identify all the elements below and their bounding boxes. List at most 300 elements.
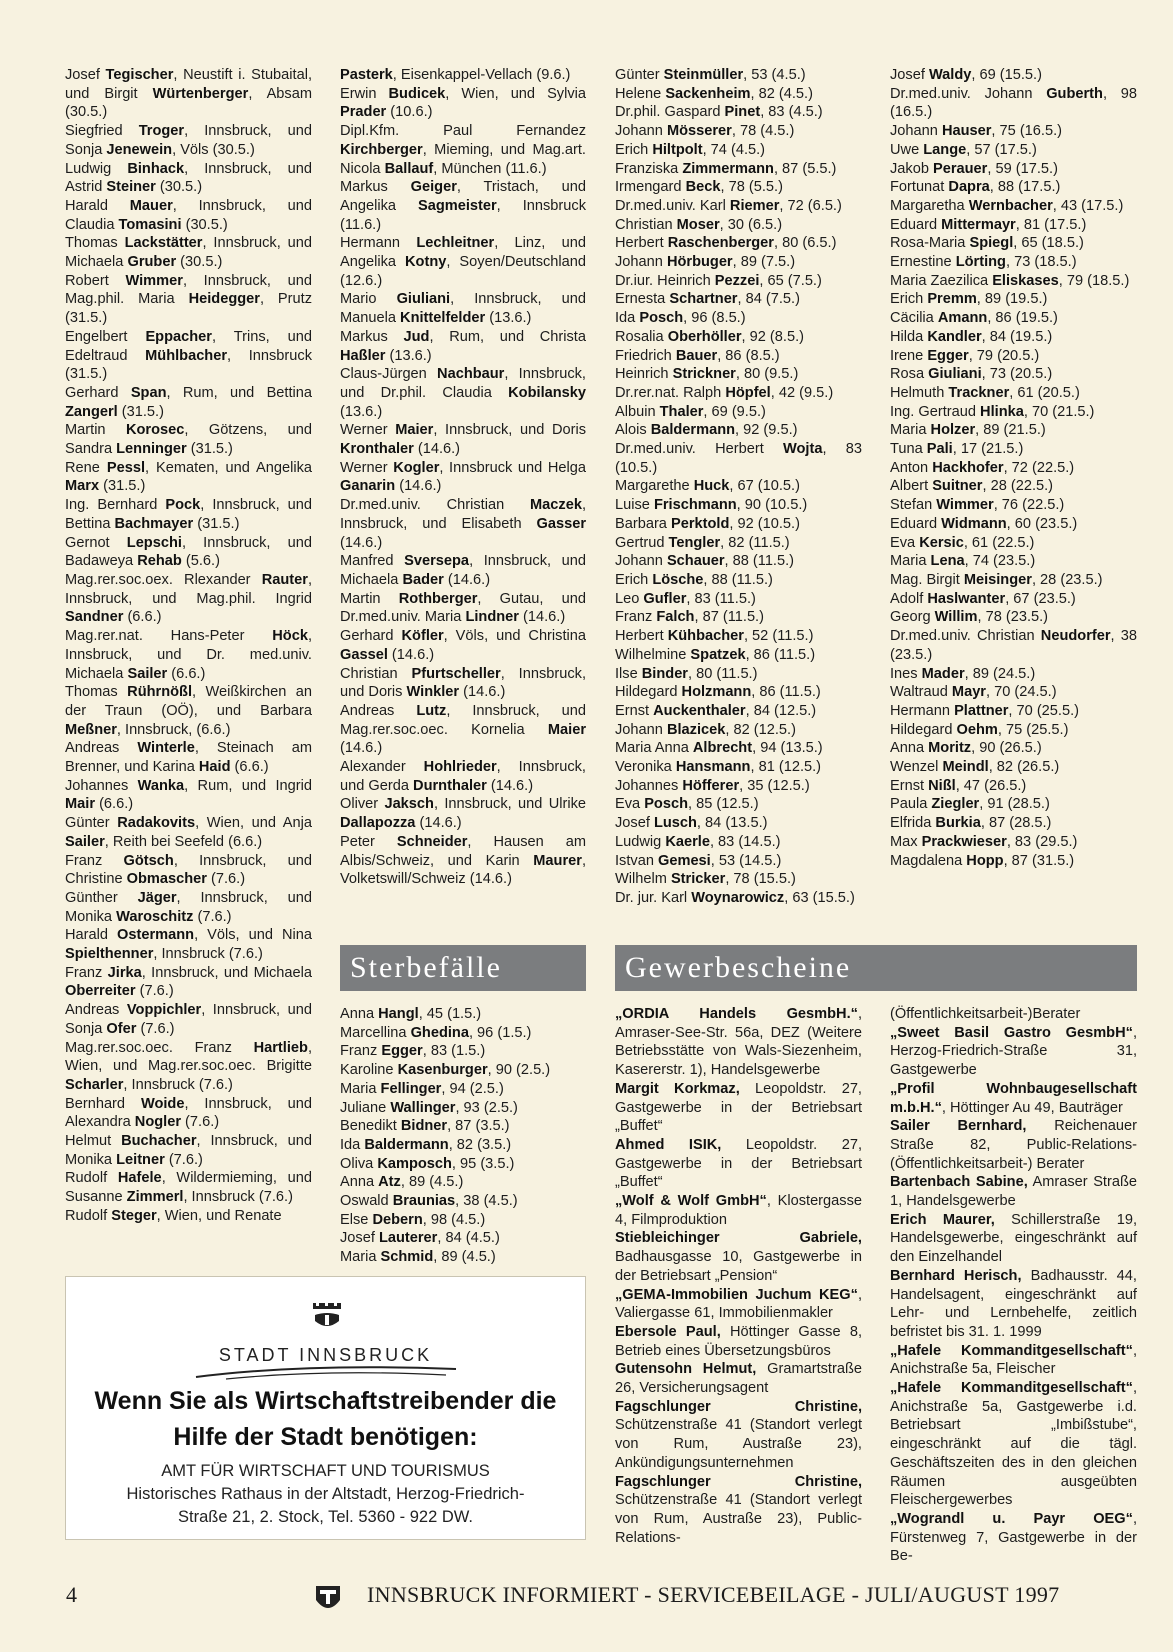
- entry-name-bold: Hackhofer: [932, 459, 1004, 476]
- list-entry: [890, 85, 1137, 122]
- entry-name-bold: Kamposch: [377, 1155, 452, 1172]
- ad-headline: Wenn Sie als Wirtschaftstreibender die Hilfe der Stadt benötigen:: [94, 1387, 557, 1451]
- entry-text: , Innsbruck (7.6.): [183, 1189, 293, 1206]
- entry-name-bold: Maier: [547, 721, 586, 738]
- entry-text: , 82 (11.5.): [720, 534, 790, 551]
- entry-text: , Innsbruck, und Sonja: [65, 123, 312, 158]
- list-entry: [340, 1211, 586, 1230]
- entry-text: , 70 (24.5.): [986, 684, 1057, 701]
- entry-name-bold: Würtenberger: [152, 85, 249, 102]
- entry-text: , Innsbruck, (6.6.): [116, 721, 231, 738]
- entry-text: Mag.rer.soc.oex. Rlexander: [65, 571, 262, 588]
- entry-text: , 73 (20.5.): [981, 366, 1053, 383]
- entry-name-bold: Obmascher: [126, 871, 207, 888]
- entry-text: , 69 (9.5.): [703, 403, 766, 420]
- entry-text: Badhausstr. 44, Handelsagent, eingeschränkt auf Lehr- und Lernbehelfe, zeitlich befristet bis 31. 1. 1999: [890, 1267, 1137, 1340]
- entry-text: Karoline: [340, 1062, 398, 1079]
- list-entry: [615, 216, 862, 235]
- list-entry: [340, 178, 586, 234]
- entry-text: , Linz, und Angelika: [340, 235, 587, 271]
- list-entry: [615, 814, 862, 833]
- entry-name-bold: Ganarin: [340, 478, 396, 495]
- entry-text: Leo: [615, 590, 644, 607]
- entry-text: Alois: [615, 422, 651, 439]
- entry-name-bold: Knittelfelder: [400, 310, 486, 327]
- entry-name-bold: Willim: [934, 609, 978, 626]
- entry-name-bold: Geiger: [410, 179, 457, 196]
- entry-text: (13.6.): [485, 310, 532, 327]
- entry-text: , 89 (4.5.): [433, 1249, 496, 1266]
- list-entry: [890, 477, 1137, 496]
- list-entry: [890, 440, 1137, 459]
- entry-text: , 86 (19.5.): [987, 310, 1058, 327]
- entry-text: , 87 (31.5.): [1003, 852, 1075, 869]
- list-entry: [615, 440, 862, 477]
- entry-name-bold: Hörbuger: [666, 254, 733, 271]
- entry-name-bold: Pali: [926, 441, 953, 458]
- list-entry: [615, 758, 862, 777]
- list-entry: [340, 1155, 586, 1174]
- entry-text: , Innsbruck, und Doris: [433, 422, 587, 439]
- entry-text: , 70 (21.5.): [1023, 403, 1095, 420]
- entry-name-bold: Eppacher: [145, 328, 212, 345]
- entry-text: , 83 (4.5.): [760, 104, 823, 121]
- entry-text: , 84 (7.5.): [737, 291, 800, 308]
- entry-name-bold: Rehab: [137, 553, 182, 570]
- list-entry: [890, 290, 1137, 309]
- entry-name-bold: Jaksch: [384, 796, 434, 813]
- entry-text: , Rum, und Ingrid: [184, 777, 312, 794]
- city-crest-icon: [313, 1582, 343, 1616]
- entry-name-bold: Frischmann: [653, 497, 737, 514]
- entry-text: , 80 (11.5.): [687, 665, 758, 682]
- entry-text: , Trins, und Edeltraud: [65, 328, 312, 364]
- entry-name-bold: Meisinger: [963, 571, 1032, 588]
- entry-text: Dr.med.univ. Johann: [890, 85, 1047, 102]
- entry-name-bold: Giuliani: [928, 366, 982, 383]
- entry-name-bold: Wojta: [783, 441, 823, 458]
- entry-text: , 28 (23.5.): [1031, 571, 1103, 588]
- entry-text: , 53 (4.5.): [743, 67, 806, 83]
- list-entry: [615, 178, 862, 197]
- entry-text: , Innsbruck, und Michaela: [141, 964, 312, 981]
- entry-text: , 78 (4.5.): [731, 123, 795, 140]
- list-entry: [65, 683, 312, 739]
- entry-text: Adolf: [890, 590, 928, 607]
- list-entry: [65, 1207, 312, 1226]
- entry-text: , 42 (9.5.): [770, 384, 834, 401]
- list-entry: [890, 1173, 1137, 1210]
- list-entry: [65, 1001, 312, 1038]
- list-entry: [615, 477, 862, 496]
- entry-text: Wenzel: [890, 759, 943, 776]
- entry-name-bold: Tomasini: [118, 216, 182, 233]
- list-entry: [65, 814, 312, 851]
- entry-text: , Innsbruck (11.6.): [340, 197, 586, 233]
- list-entry: [65, 571, 312, 627]
- entry-text: Gerhard: [65, 384, 131, 401]
- entry-name-bold: Hohlrieder: [423, 759, 497, 776]
- entry-text: , 90 (2.5.): [487, 1062, 551, 1079]
- entry-name-bold: Nogler: [134, 1114, 181, 1131]
- list-entry: [890, 160, 1137, 179]
- list-entry: [890, 347, 1137, 366]
- entry-name-bold: Bidner: [400, 1118, 448, 1135]
- entry-text: Hildegard: [615, 684, 682, 701]
- entry-text: , Wien, und Renate: [156, 1207, 282, 1224]
- entry-text: Martin: [65, 422, 126, 439]
- entry-name-bold: Spatzek: [690, 646, 746, 663]
- entry-text: , 38 (4.5.): [455, 1193, 518, 1210]
- entry-name-bold: Bachmayer: [114, 515, 194, 532]
- entry-name-bold: Waroschitz: [116, 908, 194, 925]
- entry-name-bold: Eliskases: [992, 272, 1059, 289]
- list-entry: [615, 627, 862, 646]
- entry-name-bold: Mösserer: [666, 123, 732, 140]
- entry-name-bold: Perktold: [670, 515, 730, 532]
- entry-text: Thomas: [65, 684, 128, 701]
- entry-text: Hermann: [340, 235, 417, 252]
- entry-name-bold: Hauser: [941, 123, 992, 140]
- list-entry: [615, 702, 862, 721]
- entry-name-bold: Mader: [921, 665, 965, 682]
- list-entry: [65, 926, 312, 963]
- entry-name-bold: Lepschi: [126, 534, 182, 551]
- entry-text: , 92 (10.5.): [729, 515, 800, 532]
- entry-text: , Götzens, und Sandra: [65, 422, 312, 458]
- entry-name-bold: Lörting: [955, 254, 1006, 271]
- entry-name-bold: Atz: [378, 1174, 401, 1191]
- list-entry: [615, 646, 862, 665]
- entry-text: , Neustift i. Stubaital, und Birgit: [65, 67, 312, 102]
- list-entry: [890, 590, 1137, 609]
- entry-name-bold: Sailer: [65, 833, 105, 850]
- entry-name-bold: Baldermann: [650, 422, 736, 439]
- entry-text: , 38 (23.5.): [890, 628, 1138, 663]
- entry-text: Werner: [340, 422, 396, 439]
- swoosh-icon: [186, 1359, 466, 1383]
- entry-text: Mario: [340, 291, 397, 308]
- entry-text: , 78 (15.5.): [725, 871, 796, 888]
- list-entry: [340, 1080, 586, 1099]
- list-entry: [890, 459, 1137, 478]
- list-entry: [890, 665, 1137, 684]
- entry-text: Tuna: [890, 441, 927, 458]
- list-entry: [615, 309, 862, 328]
- entry-text: , Innsbruck, und Elisabeth: [340, 497, 586, 532]
- list-entry: [890, 1117, 1137, 1173]
- entry-text: Luise: [615, 497, 654, 514]
- entry-text: Andreas: [65, 740, 138, 757]
- entry-text: Heinrich: [615, 366, 673, 383]
- entry-text: , 65 (7.5.): [759, 272, 822, 289]
- list-entry: [890, 534, 1137, 553]
- entry-name-bold: Dapra: [948, 179, 990, 196]
- entry-text: Christian: [340, 665, 412, 682]
- entry-text: (13.6.): [385, 347, 432, 364]
- entry-text: Peter: [340, 833, 397, 850]
- entry-name-bold: Sagmeister: [417, 197, 497, 214]
- entry-name-bold: Stricker: [670, 871, 726, 888]
- entry-name-bold: Winkler: [406, 684, 460, 701]
- entry-text: , 84 (13.5.): [696, 815, 768, 832]
- entry-text: (14.6.): [459, 684, 506, 701]
- entry-name-bold: Posch: [639, 310, 684, 327]
- entry-name-bold: Suitner: [932, 478, 983, 495]
- list-entry: [615, 777, 862, 796]
- entry-name-bold: Rührnößl: [127, 684, 193, 701]
- list-entry: [65, 66, 312, 122]
- entry-text: Eva: [890, 534, 920, 551]
- entry-text: (31.5.): [193, 515, 240, 532]
- entry-name-bold: Dallapozza: [340, 815, 416, 832]
- entry-name-bold: Pessl: [106, 459, 146, 476]
- entry-text: , 67 (23.5.): [1005, 590, 1076, 607]
- entry-name-bold: „Hafele Kommanditgesellschaft“: [890, 1380, 1133, 1397]
- list-entry: [615, 85, 862, 104]
- entry-text: (5.6.): [181, 553, 220, 570]
- list-entry: [340, 1099, 586, 1118]
- entry-text: , 86 (11.5.): [751, 684, 821, 701]
- entry-text: Erich: [890, 291, 928, 308]
- entry-text: , 90 (10.5.): [736, 497, 808, 514]
- entry-text: (7.6.): [136, 1020, 175, 1037]
- list-entry: [615, 1136, 862, 1192]
- entry-name-bold: Zimmermann: [682, 160, 774, 177]
- entry-name-bold: Steinmüller: [663, 67, 744, 83]
- entry-text: , Völs (30.5.): [172, 141, 255, 158]
- entry-text: , 94 (2.5.): [441, 1080, 504, 1097]
- entry-name-bold: Lösche: [652, 571, 704, 588]
- list-entry: [65, 328, 312, 384]
- entry-text: , 90 (26.5.): [971, 740, 1042, 757]
- list-entry: [615, 833, 862, 852]
- entry-text: , 72 (6.5.): [779, 197, 842, 214]
- entry-text: Maria Zaezilica: [890, 272, 993, 289]
- entry-text: , Anichstraße 5a, Fleischer: [890, 1342, 1137, 1378]
- entry-text: , Innsbruck, und Badaweya: [65, 534, 312, 570]
- entry-text: , 92 (9.5.): [735, 422, 798, 439]
- entry-name-bold: Lutz: [416, 702, 447, 719]
- entry-name-bold: Troger: [138, 123, 185, 140]
- entry-text: Rosalia: [615, 328, 668, 345]
- entry-name-bold: Prader: [340, 104, 387, 121]
- list-entry: [890, 421, 1137, 440]
- entry-text: , 80 (9.5.): [735, 366, 799, 383]
- entry-text: Reichenauer Straße 82, Public-Relations-(Öffentlichkeitsarbeit-) Berater: [890, 1118, 1137, 1172]
- entry-text: (30.5.): [181, 216, 228, 233]
- entry-text: Gernot: [65, 534, 127, 551]
- entry-name-bold: Ebersole Paul,: [615, 1323, 721, 1340]
- entry-name-bold: Mittermayr: [941, 216, 1016, 233]
- entry-name-bold: Gassel: [340, 646, 388, 663]
- entry-text: Günter: [615, 67, 664, 83]
- entry-text: Margarethe: [615, 478, 694, 495]
- entry-name-bold: Bauer: [675, 347, 718, 364]
- entry-text: , Rum, und Christa: [429, 328, 586, 345]
- entry-text: Uwe: [890, 141, 924, 158]
- entry-name-bold: Bartenbach Sabine,: [890, 1174, 1028, 1191]
- entry-text: , 94 (13.5.): [752, 740, 823, 757]
- list-entry: [615, 608, 862, 627]
- entry-name-bold: Jenewein: [106, 141, 173, 158]
- entry-name-bold: Lena: [930, 553, 965, 570]
- entry-name-bold: Lechleitner: [416, 235, 495, 252]
- entry-name-bold: Gufler: [643, 590, 687, 607]
- entry-text: , Innsbruck, und Bettina: [65, 497, 312, 532]
- entry-name-bold: „Wograndl u. Payr OEG“: [890, 1510, 1133, 1527]
- entry-text: Albert: [890, 478, 933, 495]
- entry-name-bold: Voppichler: [126, 1002, 202, 1019]
- entry-text: Rene: [65, 459, 107, 476]
- list-entry: [890, 721, 1137, 740]
- entry-text: , München (11.6.): [433, 160, 547, 177]
- entry-name-bold: Höfferer: [682, 777, 740, 794]
- entry-text: (30.5.): [176, 254, 223, 271]
- entry-text: , 82 (26.5.): [988, 759, 1060, 776]
- column-marriages-1: [65, 66, 312, 1226]
- list-entry: [615, 272, 862, 291]
- entry-text: , 17 (21.5.): [952, 441, 1024, 458]
- entry-text: Christian: [615, 216, 677, 233]
- entry-text: Dr.phil. Gaspard: [615, 104, 725, 121]
- entry-text: , 85 (12.5.): [688, 796, 759, 813]
- entry-name-bold: Budicek: [388, 85, 446, 102]
- list-entry: [890, 1080, 1137, 1117]
- entry-text: , 89 (24.5.): [964, 665, 1036, 682]
- entry-text: Harald: [65, 197, 130, 214]
- entry-text: Ernestine: [890, 254, 956, 271]
- entry-text: , Innsbruck, und Michaela: [340, 553, 586, 588]
- entry-text: , Innsbruck, und Michaela: [65, 235, 312, 271]
- entry-text: , 88 (11.5.): [703, 571, 773, 588]
- entry-name-bold: Ziegler: [931, 796, 980, 813]
- entry-name-bold: Moritz: [928, 740, 972, 757]
- entry-text: Barbara: [615, 515, 671, 532]
- entry-text: Irmengard: [615, 179, 686, 196]
- list-entry: [615, 870, 862, 889]
- entry-text: Ing. Gertraud: [890, 403, 981, 420]
- entry-text: , 61 (22.5.): [963, 534, 1035, 551]
- entry-text: Mag. Birgit: [890, 571, 964, 588]
- entry-text: , Absam (30.5.): [65, 85, 312, 121]
- entry-text: Maria: [890, 553, 931, 570]
- entry-text: , Innsbruck, und Manuela: [340, 291, 586, 327]
- entry-text: (14.6.): [340, 740, 383, 757]
- entry-text: , 74 (4.5.): [702, 141, 766, 158]
- list-entry: [340, 459, 586, 496]
- entry-text: (6.6.): [167, 665, 206, 682]
- entry-text: Dr.iur. Heinrich: [615, 272, 715, 289]
- entry-text: Josef: [65, 67, 106, 83]
- entry-name-bold: Auckenthaler: [653, 702, 746, 719]
- entry-text: Else: [340, 1211, 373, 1228]
- entry-text: , 43 (17.5.): [1052, 197, 1124, 214]
- entry-text: Franz: [65, 964, 108, 981]
- entry-name-bold: Huck: [693, 478, 730, 495]
- footer-title: INNSBRUCK INFORMIERT - SERVICEBEILAGE - JULI/AUGUST 1997: [367, 1582, 1060, 1607]
- entry-text: , 57 (17.5.): [966, 141, 1037, 158]
- entry-name-bold: Schauer: [666, 553, 725, 570]
- list-entry: [890, 627, 1137, 664]
- entry-text: Johann: [615, 721, 667, 738]
- entry-text: , Innsbruck, und Astrid: [65, 160, 312, 196]
- entry-text: (14.6.): [387, 646, 435, 663]
- entry-text: Franziska: [615, 160, 683, 177]
- list-entry: [615, 739, 862, 758]
- entry-text: , 61 (20.5.): [1009, 384, 1080, 401]
- entry-text: , 98 (4.5.): [422, 1211, 486, 1228]
- entry-text: Josef: [340, 1230, 379, 1247]
- list-entry: [890, 702, 1137, 721]
- entry-text: Eva: [615, 796, 645, 813]
- list-entry: [615, 1192, 862, 1229]
- entry-text: Amraser Straße 1, Handelsgewerbe: [890, 1174, 1137, 1210]
- entry-text: , 63 (15.5.): [784, 889, 855, 906]
- list-entry: [340, 66, 586, 85]
- entry-name-bold: Falch: [656, 609, 695, 626]
- entry-text: , Wien, und Anja: [195, 815, 312, 832]
- entry-name-bold: Holzmann: [681, 684, 752, 701]
- list-entry: [890, 66, 1137, 85]
- entry-name-bold: Lindner: [465, 609, 519, 626]
- entry-name-bold: Hartlieb: [253, 1039, 308, 1056]
- list-entry: [65, 627, 312, 683]
- entry-text: Maria Anna: [615, 740, 693, 757]
- entry-name-bold: „Profil Wohnbaugesellschaft m.b.H.“: [890, 1080, 1137, 1116]
- list-entry: [890, 852, 1137, 871]
- entry-name-bold: Prackwieser: [921, 833, 1007, 850]
- entry-name-bold: Buchacher: [121, 1133, 197, 1150]
- entry-text: , 96 (1.5.): [468, 1024, 532, 1041]
- entry-text: , Innsbruck, und Gerda: [340, 759, 586, 794]
- list-entry: [890, 1510, 1137, 1566]
- entry-text: , 79 (18.5.): [1058, 272, 1130, 289]
- entry-name-bold: Mair: [65, 796, 96, 813]
- entry-text: (6.6.): [123, 609, 162, 626]
- list-entry: [615, 103, 862, 122]
- list-entry: [340, 122, 586, 178]
- entry-text: Johann: [615, 254, 667, 271]
- list-entry: [890, 1024, 1137, 1080]
- entry-text: Benedikt: [340, 1118, 401, 1135]
- entry-text: , 45 (1.5.): [418, 1006, 482, 1022]
- entry-text: Günther: [65, 889, 138, 906]
- entry-text: Helmut: [65, 1133, 122, 1150]
- list-entry: [890, 216, 1137, 235]
- entry-name-bold: Nachbaur: [437, 366, 505, 383]
- entry-name-bold: Baldermann: [364, 1136, 449, 1153]
- entry-text: Ludwig: [615, 833, 666, 850]
- list-entry: [890, 403, 1137, 422]
- entry-name-bold: Gasser: [536, 515, 586, 532]
- entry-text: Franz: [340, 1043, 382, 1060]
- city-crest-icon: [307, 1297, 347, 1337]
- entry-text: , 59 (17.5.): [987, 160, 1058, 177]
- entry-name-bold: Gutensohn Helmut,: [615, 1361, 757, 1378]
- list-entry: [615, 515, 862, 534]
- list-entry: [340, 665, 586, 702]
- entry-text: , 84 (12.5.): [745, 702, 817, 719]
- sterbefaelle-list: [340, 1005, 586, 1267]
- entry-text: Magdalena: [890, 852, 967, 869]
- entry-text: , Volketswill/Schweiz (14.6.): [340, 852, 586, 888]
- entry-text: Wilhelmine: [615, 646, 691, 663]
- entry-name-bold: Lange: [923, 141, 967, 158]
- entry-name-bold: „Sweet Basil Gastro GesmbH“: [890, 1024, 1133, 1041]
- entry-text: Oliva: [340, 1155, 378, 1172]
- entry-name-bold: „GEMA-Immobilien Juchum KEG“: [615, 1286, 858, 1303]
